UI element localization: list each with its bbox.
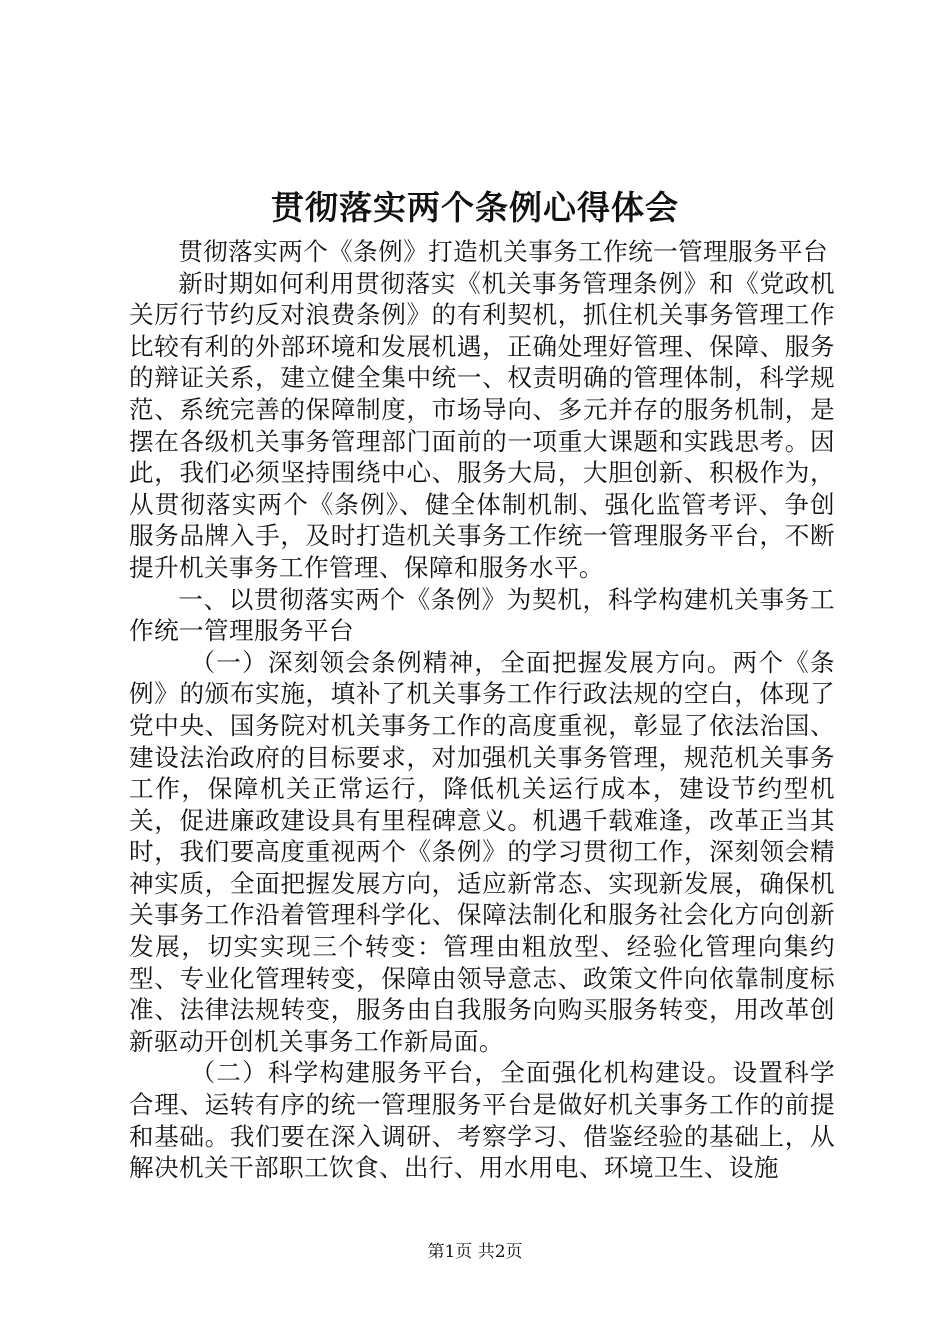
subtitle-paragraph: 贯彻落实两个《条例》打造机关事务工作统一管理服务平台 bbox=[178, 237, 829, 266]
body-paragraph: （一）深刻领会条例精神，全面把握发展方向。两个《条例》的颁布实施，填补了机关事务工作行政法规的空白，体现了党中央、国务院对机关事务工作的高度重视，彰显了依法治国、建设法治政府的目标要求，对加强机关事务管理，规范机关事务工作，保障机关正常运行，降低机关运行成本，建设节约型机关，促进廉政建设具有里程碑意义。机遇千载难逢，改革正当其时，我们要高度重视两个《条例》的学习贯彻工作，深刻领会精神实质，全面把握发展方向，适应新常态、实现新发展，确保机关事务工作沿着管理科学化、保障法制化和服务社会化方向创新发展，切实实现三个转变：管理由粗放型、经验化管理向集约型、专业化管理转变，保障由领导意志、政策文件向依靠制度标准、法律法规转变，服务由自我服务向购买服务转变，用改革创新驱动开创机关事务工作新局面。 bbox=[129, 647, 835, 1056]
document-title: 贯彻落实两个条例心得体会 bbox=[271, 188, 679, 227]
page-number: 第1页 共2页 bbox=[427, 1242, 523, 1262]
body-paragraph: （二）科学构建服务平台，全面强化机构建设。设置科学合理、运转有序的统一管理服务平台是做好机关事务工作的前提和基础。我们要在深入调研、考察学习、借鉴经验的基础上，从解决机关干部职工饮食、出行、用水用电、环境卫生、设施 bbox=[129, 1058, 835, 1183]
section-heading: 一、以贯彻落实两个《条例》为契机，科学构建机关事务工作统一管理服务平台 bbox=[129, 584, 835, 646]
body-paragraph: 新时期如何利用贯彻落实《机关事务管理条例》和《党政机关厉行节约反对浪费条例》的有利契机，抓住机关事务管理工作比较有利的外部环境和发展机遇，正确处理好管理、保障、服务的辩证关系，建立健全集中统一、权责明确的管理体制，科学规范、系统完善的保障制度，市场导向、多元并存的服务机制，是摆在各级机关事务管理部门面前的一项重大课题和实践思考。因此，我们必须坚持围绕中心、服务大局，大胆创新、积极作为，从贯彻落实两个《条例》、健全体制机制、强化监管考评、争创服务品牌入手，及时打造机关事务工作统一管理服务平台，不断提升机关事务工作管理、保障和服务水平。 bbox=[129, 268, 835, 582]
document-body bbox=[129, 236, 835, 1184]
